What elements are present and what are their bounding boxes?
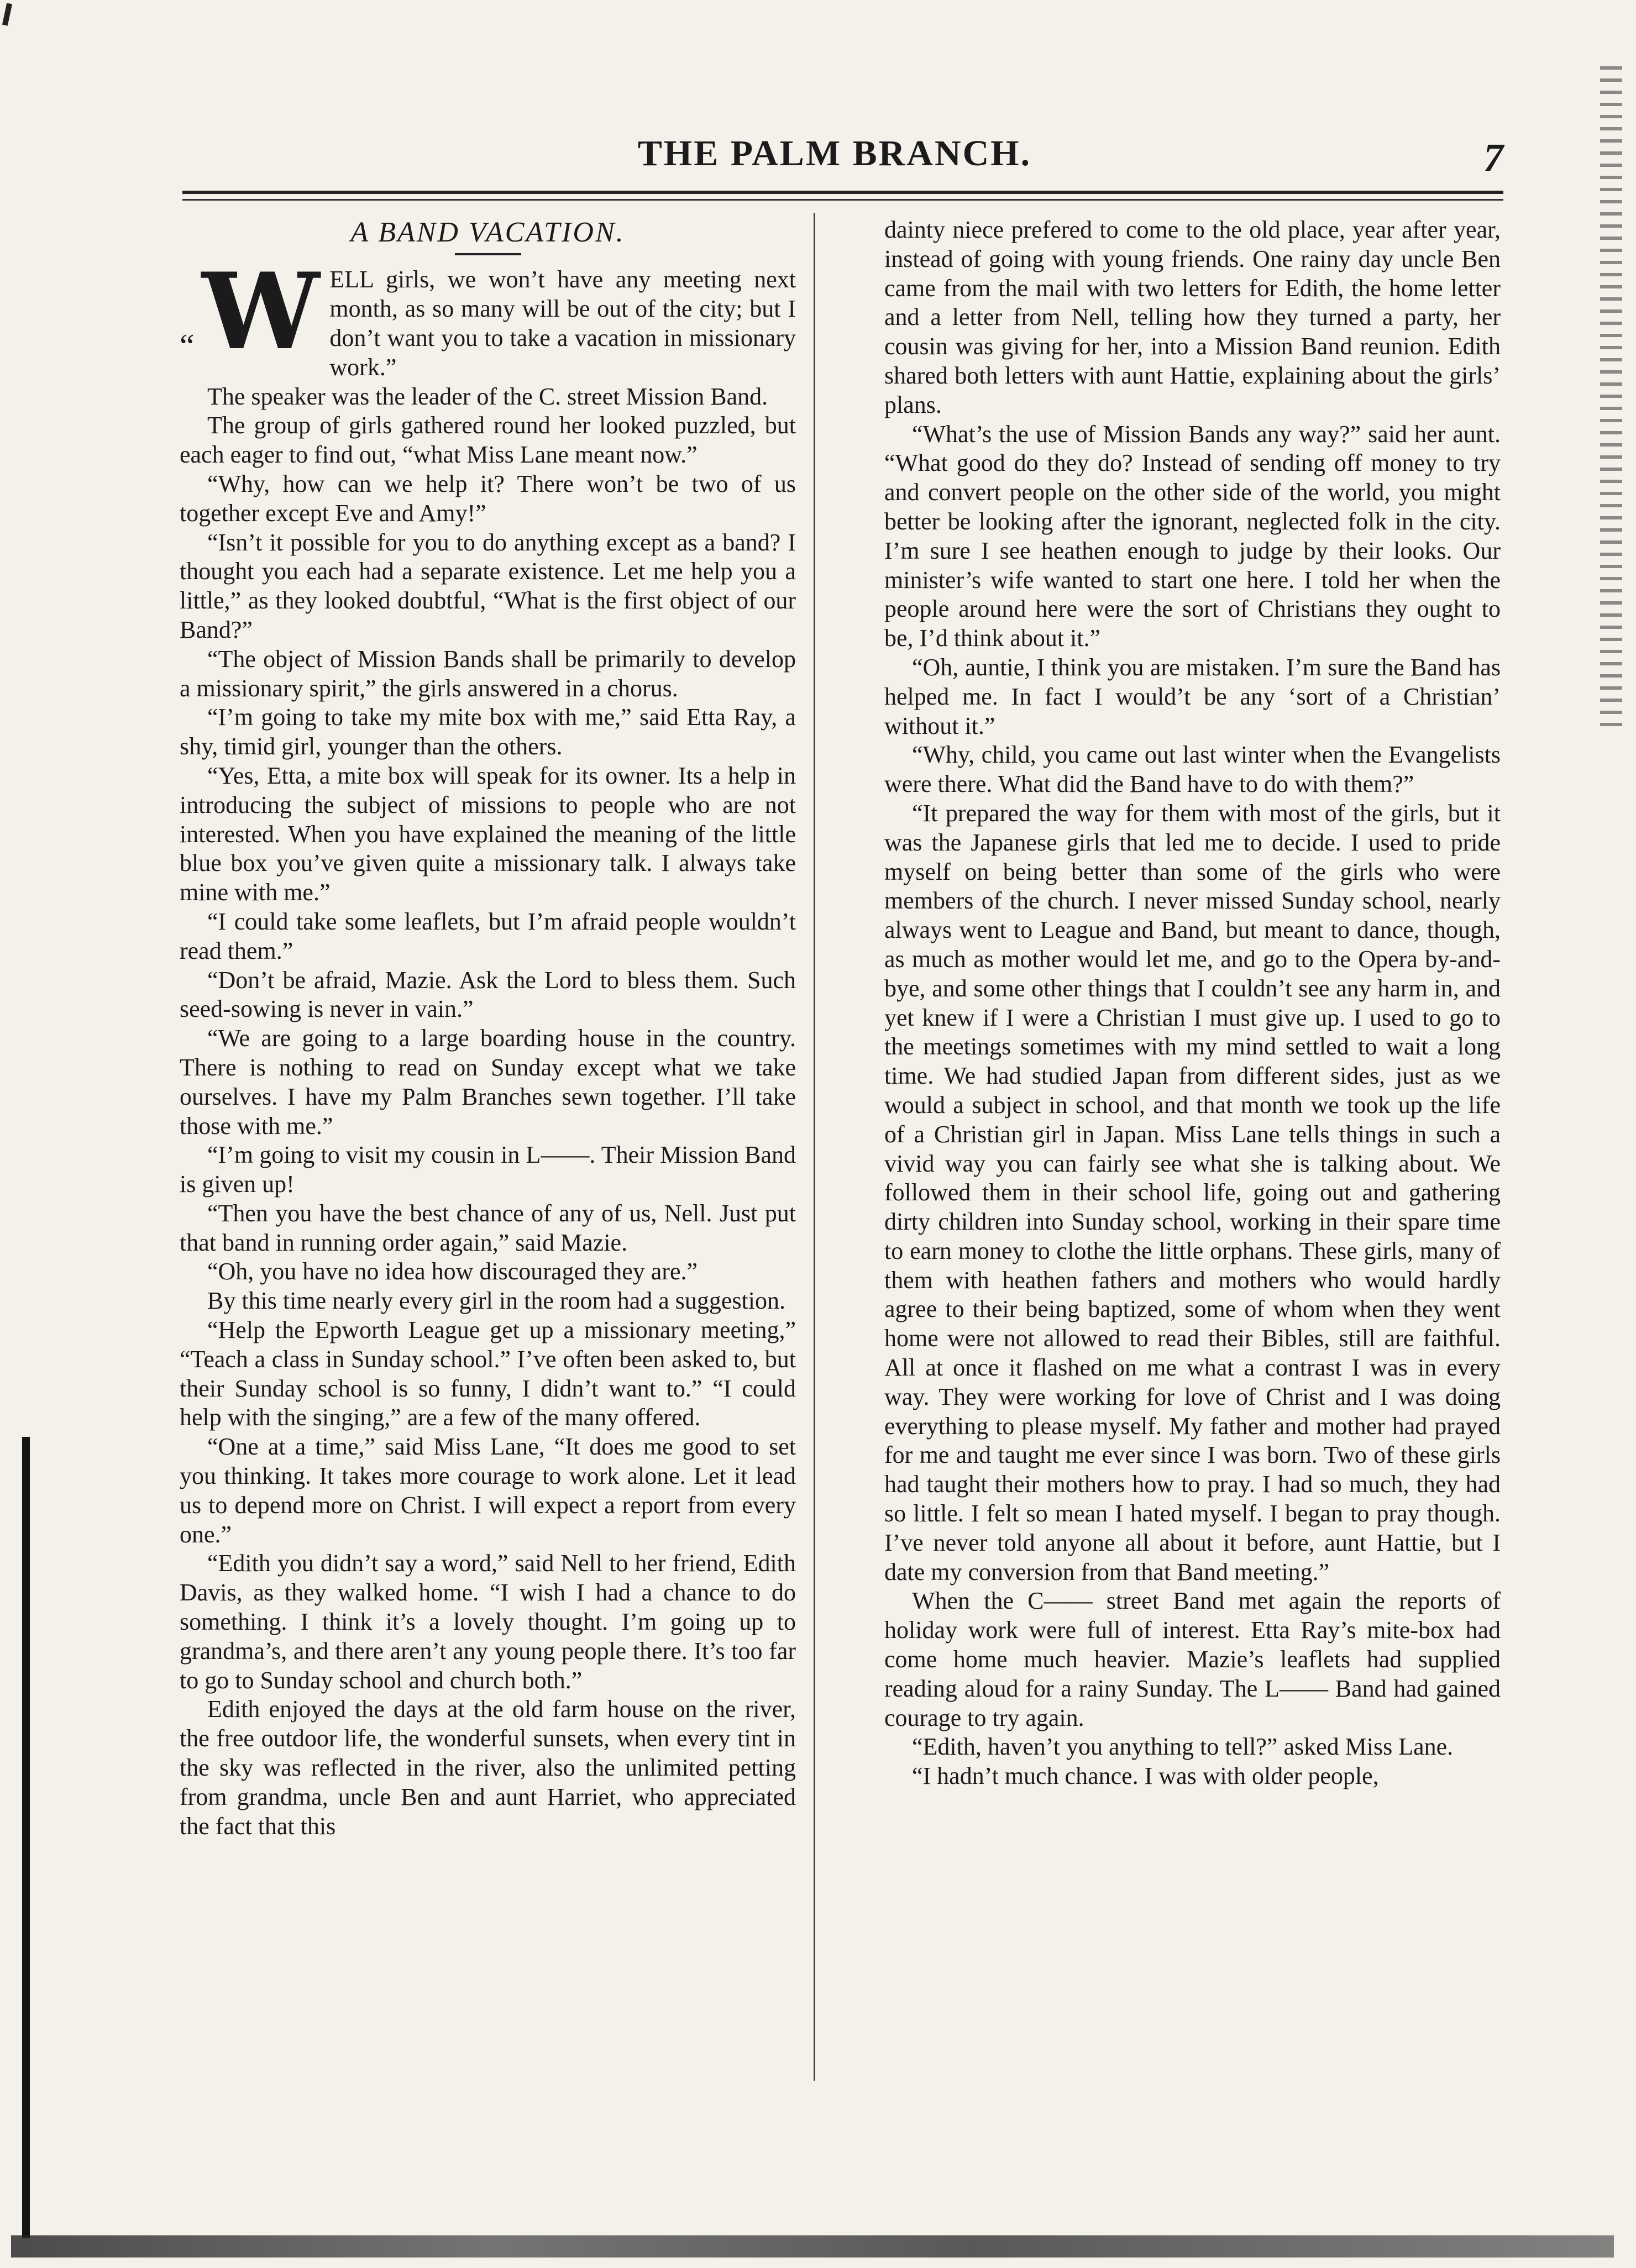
paragraph: “Yes, Etta, a mite box will speak for its owner. Its a help in introducing the subject of missions to people who are not interested. When you have explained the meaning of the little blue box you’ve given quite a missionary talk. I always take mine with me.”: [180, 762, 796, 906]
right-column: [884, 216, 1501, 2078]
paragraph: “Help the Epworth League get up a missionary meeting,” “Teach a class in Sunday school.” I’ve often been asked to, but their Sunday school is so funny, I didn’t want to.” “I could help with the singing,” are a few of the many offered.: [180, 1316, 796, 1431]
header-rule-thin: [182, 199, 1503, 201]
scan-bottom-edge: [11, 2235, 1614, 2258]
torn-right-edge: [1600, 66, 1622, 729]
paragraph: “I could take some leaflets, but I’m afraid people wouldn’t read them.”: [180, 907, 796, 964]
paragraph: “Oh, you have no idea how discouraged they are.”: [207, 1258, 698, 1285]
paragraph: “I’m going to take my mite box with me,” said Etta Ray, a shy, timid girl, younger than the others.: [180, 704, 796, 760]
paragraph: “Isn’t it possible for you to do anything except as a band? I thought you each had a separate existence. Let me help you a little,” as they looked doubtful, “What is the first object of our Band?”: [180, 528, 796, 643]
paragraph: “Then you have the best chance of any of us, Nell. Just put that band in running order again,” said Mazie.: [180, 1199, 796, 1256]
paragraph: By this time nearly every girl in the room had a suggestion.: [207, 1287, 786, 1315]
corner-smudge: [2, 3, 12, 25]
paragraph: “I hadn’t much chance. I was with older people,: [912, 1762, 1379, 1790]
paragraph: “Edith you didn’t say a word,” said Nell to her friend, Edith Davis, as they walked home. “I wish I had a chance to do something. I think it’s a lovely thought. I’m going up to grandma’s, and there aren’t any young people there. It’s too far to go to Sunday school and church both.”: [180, 1550, 796, 1694]
paragraph: “Oh, auntie, I think you are mistaken. I’m sure the Band has helped me. In fact I would’t be any ‘sort of a Christian’ without it.”: [884, 653, 1501, 739]
dropcap-letter: W: [202, 250, 320, 374]
column-divider: [814, 213, 815, 2081]
paragraph: “One at a time,” said Miss Lane, “It does me good to set you thinking. It takes more courage to work alone. Let it lead us to depend more on Christ. I will expect a report from every one.”: [180, 1433, 796, 1548]
opening-quote: “: [180, 328, 195, 364]
paragraph: “What’s the use of Mission Bands any way?” said her aunt. “What good do they do? Instead of sending off money to try and convert people on the other side of the world, you might better be looking after the ignorant, neglected folk in the city. I’m sure I see heathen enough to judge by their looks. Our minister’s wife wanted to start one here. I told her when the people around here were the sort of Christians they ought to be, I’d think about it.”: [884, 420, 1501, 652]
page-header: [166, 133, 1503, 188]
paragraph: ELL girls, we won’t have any meeting next month, as so many will be out of the city; but I don’t want you to take a vacation in missionary work.”: [329, 266, 796, 381]
page-number: 7: [1483, 135, 1503, 180]
paragraph: Edith enjoyed the days at the old farm house on the river, the free outdoor life, the wonderful sunsets, when every tint in the sky was reflected in the river, also the unlimited petting from grandma, uncle Ben and aunt Harriet, who appreciated the fact that this: [180, 1695, 796, 1840]
paragraph: “Why, child, you came out last winter when the Evangelists were there. What did the Band have to do with them?”: [884, 741, 1501, 798]
running-head: THE PALM BRANCH.: [637, 133, 1032, 174]
title-rule: [455, 253, 521, 255]
left-column: [180, 216, 796, 2078]
paragraph: The group of girls gathered round her looked puzzled, but each eager to find out, “what Miss Lane meant now.”: [180, 412, 796, 469]
paragraph: “The object of Mission Bands shall be primarily to develop a missionary spirit,” the girls answered in a chorus.: [180, 645, 796, 702]
paragraph: “Don’t be afraid, Mazie. Ask the Lord to bless them. Such seed-sowing is never in vain.”: [180, 966, 796, 1023]
header-rule: [182, 191, 1503, 194]
paragraph: The speaker was the leader of the C. street Mission Band.: [207, 382, 768, 410]
article-title: A BAND VACATION.: [350, 217, 625, 248]
paragraph: “We are going to a large boarding house in the country. There is nothing to read on Sunday except what we take ourselves. I have my Palm Branches sewn together. I’ll take those with me.”: [180, 1025, 796, 1140]
paragraph: “It prepared the way for them with most of the girls, but it was the Japanese girls that led me to decide. I used to pride myself on being better than some of the girls who were members of the church. I never missed Sunday school, nearly always went to League and Band, but meant to dance, though, as much as mother would let me, and go to the Opera by-and-bye, and some other things that I couldn’t see any harm in, and yet knew if I were a Christian I must give up. I used to go to the meetings sometimes with my mind settled to wait a long time. We had studied Japan from different sides, just as we would a subject in school, and that month we took up the life of a Christian girl in Japan. Miss Lane tells things in such a vivid way you can fairly see what she is talking about. We followed them in their school life, going out and gathering dirty children into Sunday school, working in their spare time to earn money to clothe the little orphans. These girls, many of them with heathen fathers and mothers who would hardly agree to their being baptized, some of whom when they went home were not allowed to read their Bibles, still are faithful. All at once it flashed on me what a contrast I was in every way. They were working for love of Christ and I was doing everything to please myself. My father and mother had prayed for me and taught me ever since I was born. Two of these girls had taught their mothers how to pray. I had so much, they had so little. I felt so mean I hated myself. I began to pray though. I’ve never told anyone all about it before, aunt Hattie, but I date my conversion from that Band meeting.”: [884, 799, 1501, 1586]
paragraph: “Edith, haven’t you anything to tell?” asked Miss Lane.: [912, 1733, 1454, 1761]
paragraph: dainty niece prefered to come to the old place, year after year, instead of going with young friends. One rainy day uncle Ben came from the mail with two letters for Edith, the home letter and a letter from Nell, telling how they turned a party, her cousin was giving for her, into a Mission Band reunion. Edith shared both letters with aunt Hattie, explaining about the girls’ plans.: [884, 216, 1501, 418]
paragraph: When the C—— street Band met again the reports of holiday work were full of interest. Etta Ray’s mite-box had come home much heavier. Mazie’s leaflets had supplied reading aloud for a rainy Sunday. The L—— Band had gained courage to try again.: [884, 1587, 1501, 1731]
paragraph: “Why, how can we help it? There won’t be two of us together except Eve and Amy!”: [180, 470, 796, 527]
binding-edge: [22, 1437, 30, 2238]
paragraph: “I’m going to visit my cousin in L——. Their Mission Band is given up!: [180, 1141, 796, 1198]
